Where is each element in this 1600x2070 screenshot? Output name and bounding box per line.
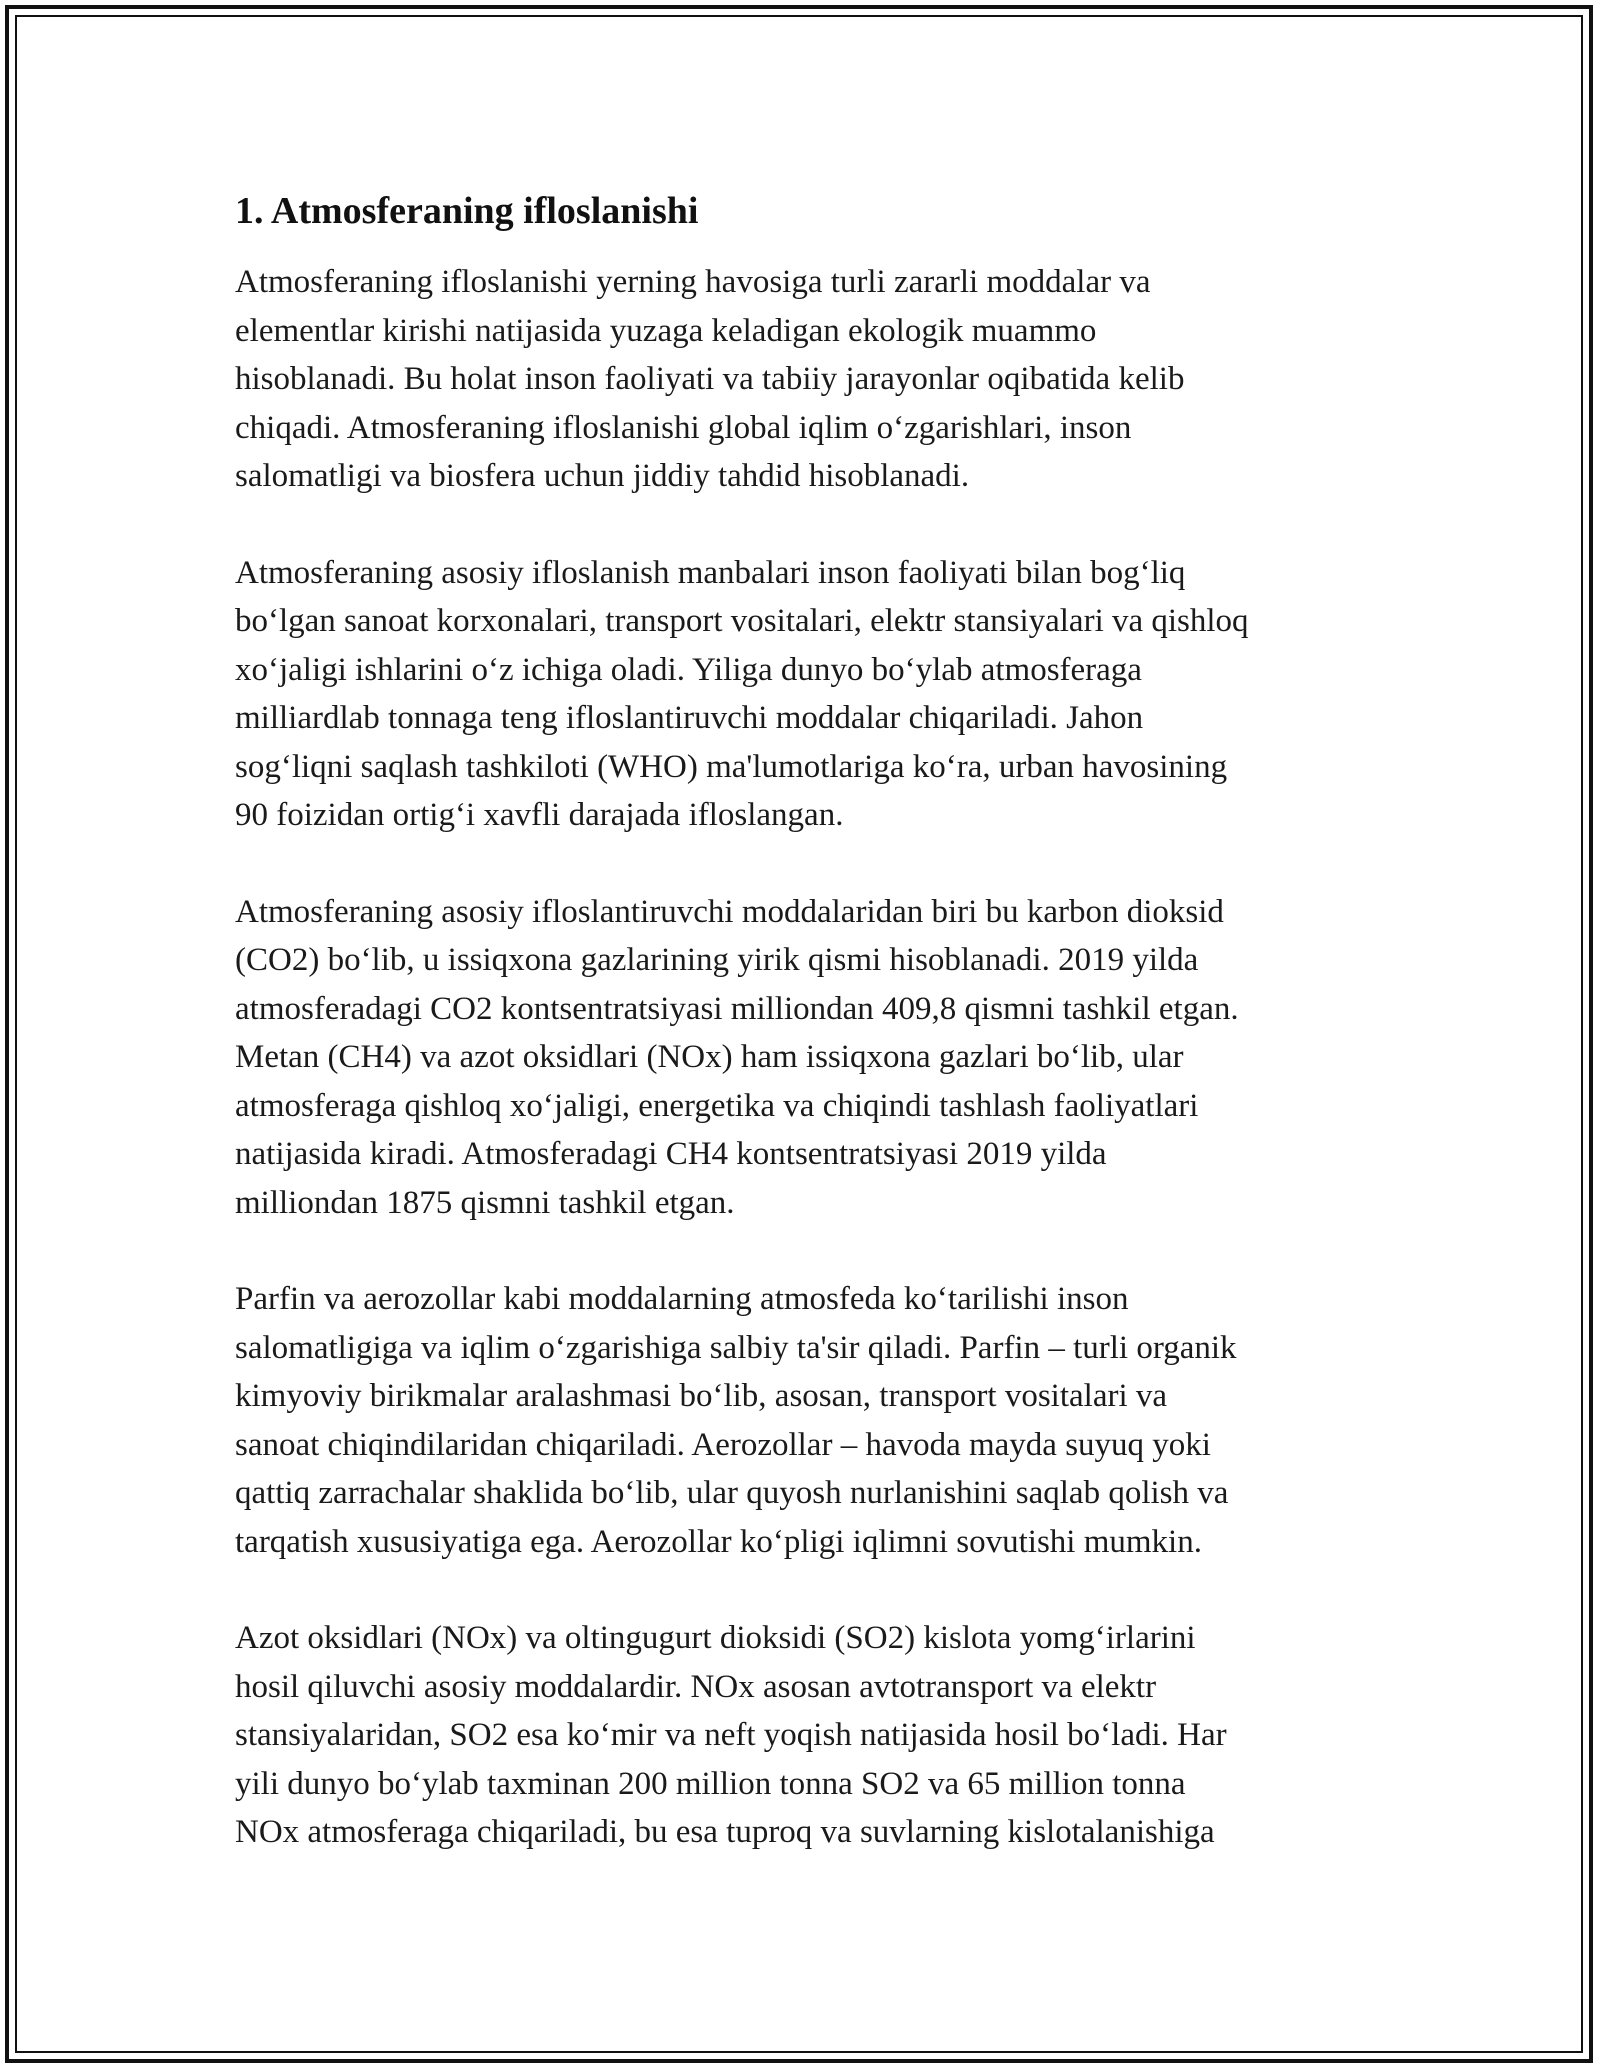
paragraph-line: Azot oksidlari (NOx) va oltingugurt dioksidi (SO2) kislota yomg‘irlarini [235,1620,1196,1656]
paragraph-line: salomatligiga va iqlim o‘zgarishiga salbiy ta'sir qiladi. Parfin – turli organik [235,1329,1237,1366]
paragraph-line: NOx atmosferaga chiqariladi, bu esa tuproq va suvlarning kislotalanishiga [235,1814,1215,1850]
paragraph-line: chiqadi. Atmosferaning ifloslanishi global iqlim o‘zgarishlari, inson [235,409,1132,446]
paragraph-line: Atmosferaning asosiy ifloslantiruvchi moddalaridan biri bu karbon dioksid [235,893,1224,930]
paragraph-1 [235,258,1375,501]
paragraph-line: 90 foizidan ortig‘i xavfli darajada ifloslangan. [235,797,844,833]
paragraph-5 [235,1614,1375,1857]
paragraph-line: Parfin va aerozollar kabi moddalarning atmosfeda ko‘tarilishi inson [235,1281,1129,1317]
paragraph-line: bo‘lgan sanoat korxonalari, transport vositalari, elektr stansiyalari va qishloq [235,603,1249,639]
paragraph-line: tarqatish xususiyatiga ega. Aerozollar ko‘pligi iqlimni sovutishi mumkin. [235,1523,1202,1560]
paragraph-line: sanoat chiqindilaridan chiqariladi. Aerozollar – havoda mayda suyuq yoki [235,1426,1211,1463]
paragraph-3 [235,888,1375,1228]
paragraph-line: sog‘liqni saqlash tashkiloti (WHO) ma'lumotlariga ko‘ra, urban havosining [235,748,1228,785]
paragraph-line: yili dunyo bo‘ylab taxminan 200 million tonna SO2 va 65 million tonna [235,1765,1186,1802]
paragraph-line: Metan (CH4) va azot oksidlari (NOx) ham issiqxona gazlari bo‘lib, ular [235,1039,1184,1075]
paragraph-line: salomatligi va biosfera uchun jiddiy tahdid hisoblanadi. [235,458,970,494]
paragraph-line: qattiq zarrachalar shaklida bo‘lib, ular quyosh nurlanishini saqlab qolish va [235,1475,1229,1511]
paragraph-line: Atmosferaning ifloslanishi yerning havosiga turli zararli moddalar va [235,264,1151,300]
paragraph-line: atmosferaga qishloq xo‘jaligi, energetika va chiqindi tashlash faoliyatlari [235,1087,1199,1124]
paragraph-4 [235,1275,1375,1566]
paragraph-line: atmosferadagi CO2 kontsentratsiyasi milliondan 409,8 qismni tashkil etgan. [235,990,1239,1027]
paragraph-line: milliondan 1875 qismni tashkil etgan. [235,1184,735,1221]
document-body [235,186,1375,1905]
paragraph-line: Atmosferaning asosiy ifloslanish manbalari inson faoliyati bilan bog‘liq [235,554,1186,591]
paragraph-line: xo‘jaligi ishlarini o‘z ichiga oladi. Yiliga dunyo bo‘ylab atmosferaga [235,651,1142,688]
paragraph-line: (CO2) bo‘lib, u issiqxona gazlarining yirik qismi hisoblanadi. 2019 yilda [235,942,1199,978]
paragraph-line: milliardlab tonnaga teng ifloslantiruvchi moddalar chiqariladi. Jahon [235,700,1144,736]
paragraph-line: hisoblanadi. Bu holat inson faoliyati va tabiiy jarayonlar oqibatida kelib [235,361,1185,397]
paragraph-line: natijasida kiradi. Atmosferadagi CH4 kontsentratsiyasi 2019 yilda [235,1136,1107,1172]
paragraph-line: stansiyalaridan, SO2 esa ko‘mir va neft yoqish natijasida hosil bo‘ladi. Har [235,1717,1227,1753]
paragraph-line: hosil qiluvchi asosiy moddalardir. NOx asosan avtotransport va elektr [235,1668,1157,1705]
paragraph-2 [235,549,1375,840]
section-title: 1. Atmosferaning ifloslanishi [235,190,699,232]
paragraph-line: kimyoviy birikmalar aralashmasi bo‘lib, asosan, transport vositalari va [235,1378,1168,1414]
paragraph-line: elementlar kirishi natijasida yuzaga keladigan ekologik muammo [235,312,1097,349]
